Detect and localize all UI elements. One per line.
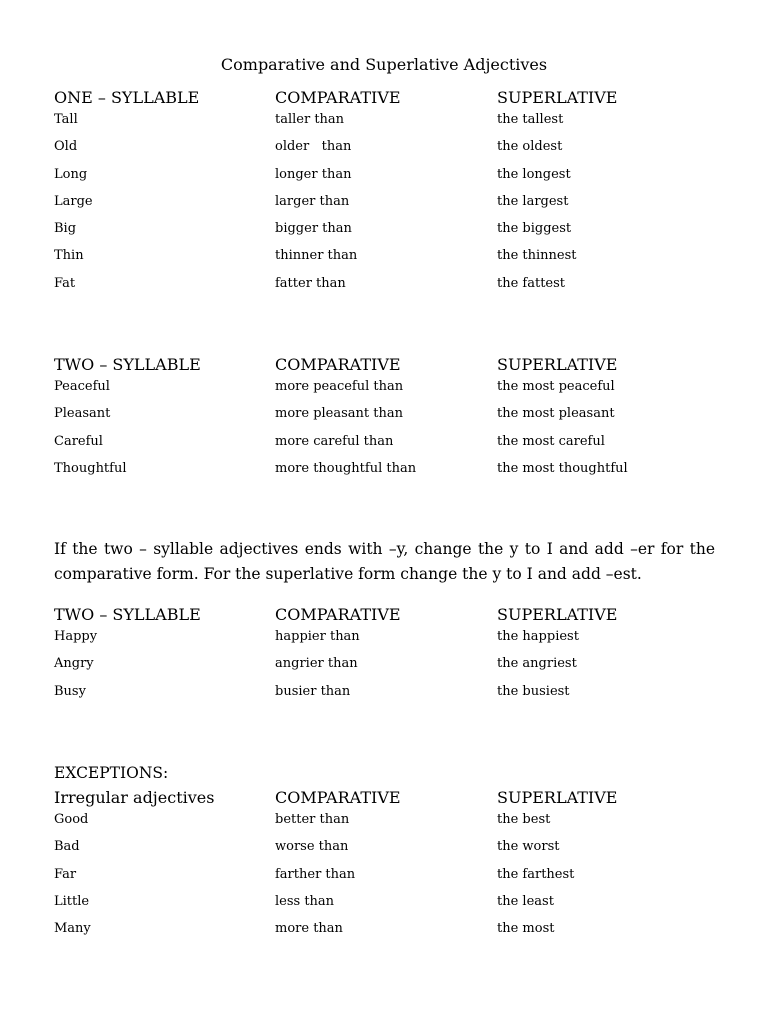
table-row <box>54 655 724 682</box>
comparative-cell: busier than <box>275 683 351 699</box>
comparative-cell: better than <box>275 812 350 827</box>
comparative-cell: worse than <box>275 839 349 855</box>
adjective-cell: Old <box>54 139 78 155</box>
column-header-superlative: SUPERLATIVE <box>497 788 618 807</box>
table-row <box>54 193 724 220</box>
table-row <box>54 893 724 920</box>
superlative-cell: the longest <box>497 166 571 182</box>
column-header-comparative: COMPARATIVE <box>275 355 401 374</box>
superlative-cell: the most <box>497 921 555 937</box>
comparative-cell: happier than <box>275 629 360 644</box>
table-header-row <box>54 604 724 628</box>
column-header-adjective: ONE – SYLLABLE <box>54 88 200 107</box>
comparative-cell: taller than <box>275 112 345 127</box>
adjective-cell: Thoughtful <box>54 460 127 476</box>
superlative-cell: the largest <box>497 193 569 209</box>
page-title: Comparative and Superlative Adjectives <box>220 55 548 74</box>
table-row <box>54 920 724 947</box>
adjective-cell: Many <box>54 921 91 937</box>
comparative-cell: larger than <box>275 193 350 209</box>
table-row <box>54 628 724 655</box>
table-row <box>54 866 724 893</box>
comparative-cell: farther than <box>275 866 356 882</box>
superlative-cell: the most peaceful <box>497 379 615 394</box>
superlative-cell: the fattest <box>497 275 566 291</box>
adjective-cell: Pleasant <box>54 406 111 422</box>
superlative-cell: the angriest <box>497 656 577 672</box>
comparative-cell: longer than <box>275 166 352 182</box>
comparative-cell: bigger than <box>275 221 352 237</box>
y-ending-rule-paragraph: If the two – syllable adjectives ends with –y, change the y to I and add –er for the comparative form. For the superlative form change the y to I and add –est. <box>54 540 715 583</box>
comparative-cell: more pleasant than <box>275 406 403 422</box>
table-header-row <box>54 87 724 111</box>
superlative-cell: the tallest <box>497 112 564 127</box>
column-header-comparative: COMPARATIVE <box>275 88 401 107</box>
column-header-superlative: SUPERLATIVE <box>497 355 618 374</box>
adjective-cell: Angry <box>54 656 94 672</box>
table-row <box>54 838 724 865</box>
adjective-cell: Thin <box>54 248 84 264</box>
superlative-cell: the happiest <box>497 629 579 644</box>
table-row <box>54 247 724 274</box>
comparative-cell: more thoughtful than <box>275 460 417 476</box>
table-row <box>54 111 724 138</box>
table-row <box>54 460 724 487</box>
superlative-cell: the farthest <box>497 866 575 882</box>
superlative-cell: the most thoughtful <box>497 460 628 476</box>
table-row <box>54 220 724 247</box>
column-header-superlative: SUPERLATIVE <box>497 88 618 107</box>
superlative-cell: the thinnest <box>497 248 577 264</box>
adjective-cell: Tall <box>54 112 78 127</box>
comparative-cell: fatter than <box>275 275 346 291</box>
table-row <box>54 138 724 165</box>
comparative-cell: more careful than <box>275 433 394 449</box>
adjective-cell: Large <box>54 193 93 209</box>
table-header-row <box>54 354 724 378</box>
adjective-cell: Peaceful <box>54 379 110 394</box>
table-row <box>54 811 724 838</box>
adjective-cell: Busy <box>54 683 86 699</box>
superlative-cell: the oldest <box>497 139 563 155</box>
exceptions-heading: EXCEPTIONS: <box>54 764 169 782</box>
column-header-superlative: SUPERLATIVE <box>497 605 618 624</box>
table-row <box>54 275 724 302</box>
superlative-cell: the biggest <box>497 221 572 237</box>
comparative-cell: less than <box>275 893 335 909</box>
column-header-adjective: Irregular adjectives <box>54 788 215 807</box>
table-row <box>54 433 724 460</box>
table-row <box>54 166 724 193</box>
adjective-cell: Long <box>54 166 88 182</box>
table-row <box>54 683 724 710</box>
superlative-cell: the worst <box>497 839 560 855</box>
two-syllable-table <box>54 354 724 487</box>
adjective-cell: Far <box>54 866 77 882</box>
adjective-cell: Good <box>54 812 89 827</box>
adjective-cell: Bad <box>54 839 80 855</box>
comparative-cell: angrier than <box>275 656 358 672</box>
superlative-cell: the most careful <box>497 433 605 449</box>
table-header-row <box>54 787 724 811</box>
irregular-adjectives-table <box>54 787 724 947</box>
one-syllable-table <box>54 87 724 302</box>
column-header-comparative: COMPARATIVE <box>275 788 401 807</box>
column-header-comparative: COMPARATIVE <box>275 605 401 624</box>
adjective-cell: Little <box>54 893 90 909</box>
comparative-cell: thinner than <box>275 248 358 264</box>
column-header-adjective: TWO – SYLLABLE <box>54 355 201 374</box>
two-syllable-y-table <box>54 604 724 710</box>
comparative-cell: more than <box>275 921 343 937</box>
table-row <box>54 378 724 405</box>
column-header-adjective: TWO – SYLLABLE <box>54 605 201 624</box>
superlative-cell: the most pleasant <box>497 406 615 422</box>
adjective-cell: Fat <box>54 275 76 291</box>
comparative-cell: more peaceful than <box>275 379 404 394</box>
superlative-cell: the best <box>497 812 551 827</box>
comparative-cell: older than <box>275 139 352 155</box>
superlative-cell: the least <box>497 893 554 909</box>
adjective-cell: Happy <box>54 629 98 644</box>
adjective-cell: Big <box>54 221 77 237</box>
table-row <box>54 405 724 432</box>
superlative-cell: the busiest <box>497 683 570 699</box>
adjective-cell: Careful <box>54 433 103 449</box>
